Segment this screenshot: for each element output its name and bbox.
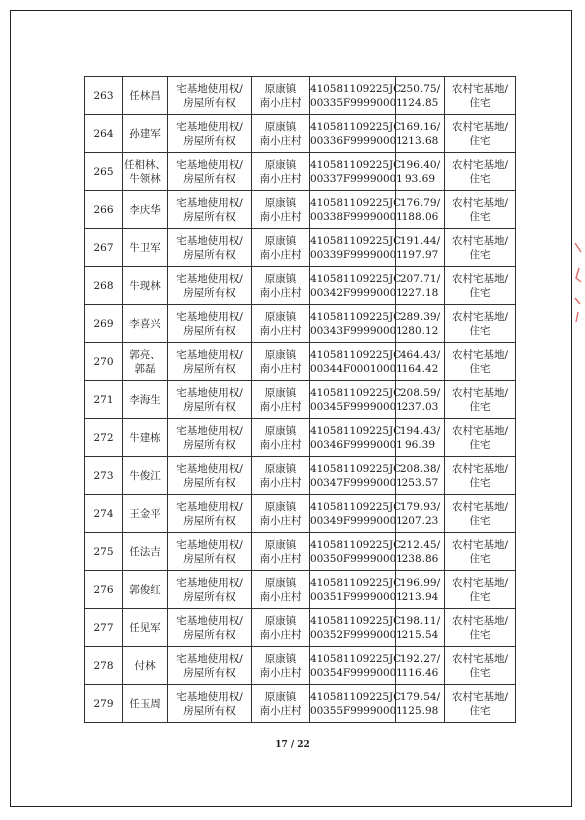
owner-name: 李喜兴 bbox=[129, 317, 161, 330]
usage-type-cell bbox=[445, 191, 516, 229]
area-values: 289.39/ 280.12 bbox=[399, 310, 441, 337]
owner-name-cell bbox=[123, 571, 168, 609]
usage-type: 农村宅基地/ 住宅 bbox=[451, 386, 509, 413]
unit-code-cell bbox=[310, 609, 403, 647]
usage-type-cell bbox=[445, 495, 516, 533]
area-values: 464.43/ 164.42 bbox=[399, 348, 441, 375]
owner-name-cell bbox=[123, 153, 168, 191]
row-number: 264 bbox=[93, 127, 114, 140]
area-values-cell bbox=[396, 153, 445, 191]
owner-name-cell bbox=[123, 77, 168, 115]
owner-name-cell bbox=[123, 685, 168, 723]
location-cell bbox=[252, 115, 310, 153]
owner-name-cell bbox=[123, 229, 168, 267]
unit-code-cell bbox=[310, 191, 403, 229]
unit-code: 410581109225JC 00351F99990001 bbox=[310, 576, 403, 603]
right-type: 宅基地使用权/ 房屋所有权 bbox=[176, 348, 243, 375]
location-cell bbox=[252, 267, 310, 305]
table-row bbox=[85, 77, 516, 115]
row-number-cell bbox=[85, 419, 123, 457]
row-number-cell bbox=[85, 305, 123, 343]
owner-name-cell bbox=[123, 381, 168, 419]
unit-code: 410581109225JC 00339F99990001 bbox=[310, 234, 403, 261]
unit-code-cell bbox=[310, 495, 403, 533]
usage-type: 农村宅基地/ 住宅 bbox=[451, 310, 509, 337]
usage-type-cell bbox=[445, 153, 516, 191]
right-type-cell bbox=[168, 267, 252, 305]
table-row bbox=[85, 229, 516, 267]
owner-name: 牛俊江 bbox=[129, 469, 161, 482]
area-values-cell bbox=[396, 419, 445, 457]
usage-type: 农村宅基地/ 住宅 bbox=[451, 690, 509, 717]
row-number-cell bbox=[85, 647, 123, 685]
right-type: 宅基地使用权/ 房屋所有权 bbox=[176, 500, 243, 527]
area-values: 208.59/ 237.03 bbox=[399, 386, 441, 413]
owner-name: 王金平 bbox=[129, 507, 161, 520]
area-values: 198.11/ 215.54 bbox=[399, 614, 441, 641]
area-values: 192.27/ 116.46 bbox=[399, 652, 441, 679]
stamp-edge-mark bbox=[573, 238, 583, 328]
area-values-cell bbox=[396, 267, 445, 305]
table-row bbox=[85, 419, 516, 457]
row-number-cell bbox=[85, 495, 123, 533]
location: 原康镇 南小庄村 bbox=[259, 272, 302, 299]
owner-name-cell bbox=[123, 267, 168, 305]
usage-type: 农村宅基地/ 住宅 bbox=[451, 614, 509, 641]
usage-type-cell bbox=[445, 343, 516, 381]
owner-name: 郭俊红 bbox=[129, 583, 161, 596]
owner-name: 牛建栋 bbox=[129, 431, 161, 444]
area-values: 194.43/ 96.39 bbox=[399, 424, 441, 451]
location: 原康镇 南小庄村 bbox=[259, 234, 302, 261]
right-type-cell bbox=[168, 305, 252, 343]
location-cell bbox=[252, 229, 310, 267]
right-type: 宅基地使用权/ 房屋所有权 bbox=[176, 614, 243, 641]
right-type: 宅基地使用权/ 房屋所有权 bbox=[176, 652, 243, 679]
usage-type: 农村宅基地/ 住宅 bbox=[451, 348, 509, 375]
usage-type-cell bbox=[445, 457, 516, 495]
usage-type-cell bbox=[445, 647, 516, 685]
usage-type-cell bbox=[445, 685, 516, 723]
area-values: 250.75/ 124.85 bbox=[399, 82, 441, 109]
table-row bbox=[85, 381, 516, 419]
unit-code-cell bbox=[310, 305, 403, 343]
area-values-cell bbox=[396, 343, 445, 381]
row-number-cell bbox=[85, 381, 123, 419]
row-number: 268 bbox=[93, 279, 114, 292]
row-number-cell bbox=[85, 267, 123, 305]
location: 原康镇 南小庄村 bbox=[259, 196, 302, 223]
unit-code-cell bbox=[310, 381, 403, 419]
right-type: 宅基地使用权/ 房屋所有权 bbox=[176, 196, 243, 223]
right-type: 宅基地使用权/ 房屋所有权 bbox=[176, 82, 243, 109]
unit-code: 410581109225JC 00347F99990001 bbox=[310, 462, 403, 489]
page-number: 17 / 22 bbox=[275, 740, 310, 750]
unit-code: 410581109225JC 00355F99990001 bbox=[310, 690, 403, 717]
right-type: 宅基地使用权/ 房屋所有权 bbox=[176, 310, 243, 337]
owner-name: 李庆华 bbox=[129, 203, 161, 216]
row-number: 279 bbox=[93, 697, 114, 710]
row-number-cell bbox=[85, 685, 123, 723]
unit-code-cell bbox=[310, 115, 403, 153]
usage-type-cell bbox=[445, 305, 516, 343]
location: 原康镇 南小庄村 bbox=[259, 500, 302, 527]
right-type: 宅基地使用权/ 房屋所有权 bbox=[176, 690, 243, 717]
table-row bbox=[85, 647, 516, 685]
unit-code-cell bbox=[310, 685, 403, 723]
table-row bbox=[85, 609, 516, 647]
unit-code: 410581109225JC 00336F99990001 bbox=[310, 120, 403, 147]
usage-type-cell bbox=[445, 609, 516, 647]
table-row bbox=[85, 343, 516, 381]
area-values: 179.54/ 125.98 bbox=[399, 690, 441, 717]
unit-code: 410581109225JC 00346F99990001 bbox=[310, 424, 403, 451]
row-number-cell bbox=[85, 153, 123, 191]
area-values: 196.99/ 213.94 bbox=[399, 576, 441, 603]
right-type-cell bbox=[168, 571, 252, 609]
usage-type-cell bbox=[445, 381, 516, 419]
owner-name-cell bbox=[123, 191, 168, 229]
owner-name-cell bbox=[123, 115, 168, 153]
location-cell bbox=[252, 609, 310, 647]
row-number-cell bbox=[85, 343, 123, 381]
owner-name: 牛卫军 bbox=[129, 241, 161, 254]
table-row bbox=[85, 495, 516, 533]
row-number: 277 bbox=[93, 621, 114, 634]
unit-code: 410581109225JC 00345F99990001 bbox=[310, 386, 403, 413]
owner-name-cell bbox=[123, 609, 168, 647]
location: 原康镇 南小庄村 bbox=[259, 576, 302, 603]
area-values: 207.71/ 227.18 bbox=[399, 272, 441, 299]
owner-name-cell bbox=[123, 305, 168, 343]
row-number: 267 bbox=[93, 241, 114, 254]
right-type-cell bbox=[168, 533, 252, 571]
usage-type: 农村宅基地/ 住宅 bbox=[451, 652, 509, 679]
table-row bbox=[85, 191, 516, 229]
location: 原康镇 南小庄村 bbox=[259, 158, 302, 185]
location-cell bbox=[252, 457, 310, 495]
table-row bbox=[85, 305, 516, 343]
area-values-cell bbox=[396, 685, 445, 723]
usage-type: 农村宅基地/ 住宅 bbox=[451, 120, 509, 147]
location-cell bbox=[252, 381, 310, 419]
location: 原康镇 南小庄村 bbox=[259, 538, 302, 565]
owner-name: 任见军 bbox=[129, 621, 161, 634]
right-type-cell bbox=[168, 609, 252, 647]
location: 原康镇 南小庄村 bbox=[259, 424, 302, 451]
location-cell bbox=[252, 495, 310, 533]
unit-code: 410581109225JC 00337F99990001 bbox=[310, 158, 403, 185]
owner-name-cell bbox=[123, 343, 168, 381]
right-type-cell bbox=[168, 419, 252, 457]
location: 原康镇 南小庄村 bbox=[259, 386, 302, 413]
table-row bbox=[85, 457, 516, 495]
usage-type: 农村宅基地/ 住宅 bbox=[451, 82, 509, 109]
area-values: 212.45/ 238.86 bbox=[399, 538, 441, 565]
row-number: 271 bbox=[93, 393, 114, 406]
area-values: 169.16/ 213.68 bbox=[399, 120, 441, 147]
usage-type-cell bbox=[445, 229, 516, 267]
location: 原康镇 南小庄村 bbox=[259, 462, 302, 489]
location-cell bbox=[252, 343, 310, 381]
right-type-cell bbox=[168, 495, 252, 533]
area-values-cell bbox=[396, 609, 445, 647]
usage-type: 农村宅基地/ 住宅 bbox=[451, 576, 509, 603]
row-number-cell bbox=[85, 115, 123, 153]
owner-name: 郭亮、 郭磊 bbox=[129, 348, 161, 375]
area-values: 208.38/ 253.57 bbox=[399, 462, 441, 489]
area-values-cell bbox=[396, 457, 445, 495]
table-row bbox=[85, 533, 516, 571]
owner-name-cell bbox=[123, 457, 168, 495]
right-type-cell bbox=[168, 191, 252, 229]
usage-type: 农村宅基地/ 住宅 bbox=[451, 234, 509, 261]
area-values-cell bbox=[396, 533, 445, 571]
unit-code-cell bbox=[310, 77, 403, 115]
owner-name-cell bbox=[123, 495, 168, 533]
usage-type: 农村宅基地/ 住宅 bbox=[451, 158, 509, 185]
right-type-cell bbox=[168, 343, 252, 381]
row-number: 270 bbox=[93, 355, 114, 368]
right-type-cell bbox=[168, 115, 252, 153]
area-values-cell bbox=[396, 229, 445, 267]
row-number: 269 bbox=[93, 317, 114, 330]
row-number: 274 bbox=[93, 507, 114, 520]
table-row bbox=[85, 267, 516, 305]
unit-code-cell bbox=[310, 153, 403, 191]
right-type: 宅基地使用权/ 房屋所有权 bbox=[176, 158, 243, 185]
usage-type: 农村宅基地/ 住宅 bbox=[451, 538, 509, 565]
unit-code: 410581109225JC 00335F99990001 bbox=[310, 82, 403, 109]
area-values-cell bbox=[396, 77, 445, 115]
owner-name-cell bbox=[123, 419, 168, 457]
unit-code-cell bbox=[310, 571, 403, 609]
location-cell bbox=[252, 305, 310, 343]
location: 原康镇 南小庄村 bbox=[259, 348, 302, 375]
row-number-cell bbox=[85, 533, 123, 571]
unit-code-cell bbox=[310, 457, 403, 495]
owner-name: 李海生 bbox=[129, 393, 161, 406]
owner-name-cell bbox=[123, 533, 168, 571]
location: 原康镇 南小庄村 bbox=[259, 310, 302, 337]
right-type: 宅基地使用权/ 房屋所有权 bbox=[176, 576, 243, 603]
right-type: 宅基地使用权/ 房屋所有权 bbox=[176, 272, 243, 299]
area-values-cell bbox=[396, 305, 445, 343]
owner-name: 任玉周 bbox=[129, 697, 161, 710]
location-cell bbox=[252, 419, 310, 457]
row-number-cell bbox=[85, 191, 123, 229]
location: 原康镇 南小庄村 bbox=[259, 614, 302, 641]
row-number-cell bbox=[85, 571, 123, 609]
row-number: 273 bbox=[93, 469, 114, 482]
right-type: 宅基地使用权/ 房屋所有权 bbox=[176, 234, 243, 261]
unit-code-cell bbox=[310, 647, 403, 685]
row-number: 266 bbox=[93, 203, 114, 216]
right-type: 宅基地使用权/ 房屋所有权 bbox=[176, 424, 243, 451]
row-number-cell bbox=[85, 609, 123, 647]
area-values: 191.44/ 197.97 bbox=[399, 234, 441, 261]
usage-type-cell bbox=[445, 533, 516, 571]
right-type: 宅基地使用权/ 房屋所有权 bbox=[176, 386, 243, 413]
right-type-cell bbox=[168, 457, 252, 495]
usage-type: 农村宅基地/ 住宅 bbox=[451, 424, 509, 451]
area-values-cell bbox=[396, 647, 445, 685]
right-type-cell bbox=[168, 77, 252, 115]
unit-code-cell bbox=[310, 419, 403, 457]
location: 原康镇 南小庄村 bbox=[259, 690, 302, 717]
table-row bbox=[85, 153, 516, 191]
location: 原康镇 南小庄村 bbox=[259, 82, 302, 109]
right-type-cell bbox=[168, 229, 252, 267]
location-cell bbox=[252, 77, 310, 115]
usage-type-cell bbox=[445, 419, 516, 457]
usage-type-cell bbox=[445, 115, 516, 153]
usage-type-cell bbox=[445, 571, 516, 609]
row-number: 275 bbox=[93, 545, 114, 558]
area-values: 179.93/ 207.23 bbox=[399, 500, 441, 527]
usage-type: 农村宅基地/ 住宅 bbox=[451, 462, 509, 489]
location: 原康镇 南小庄村 bbox=[259, 120, 302, 147]
unit-code: 410581109225JC 00343F99990001 bbox=[310, 310, 403, 337]
unit-code-cell bbox=[310, 267, 403, 305]
unit-code: 410581109225JC 00344F00010001 bbox=[310, 348, 403, 375]
unit-code-cell bbox=[310, 229, 403, 267]
table-row bbox=[85, 571, 516, 609]
location-cell bbox=[252, 647, 310, 685]
row-number-cell bbox=[85, 77, 123, 115]
table-row bbox=[85, 115, 516, 153]
right-type: 宅基地使用权/ 房屋所有权 bbox=[176, 462, 243, 489]
right-type-cell bbox=[168, 381, 252, 419]
owner-name-cell bbox=[123, 647, 168, 685]
area-values: 176.79/ 188.06 bbox=[399, 196, 441, 223]
right-type: 宅基地使用权/ 房屋所有权 bbox=[176, 120, 243, 147]
location: 原康镇 南小庄村 bbox=[259, 652, 302, 679]
registration-table bbox=[84, 76, 516, 723]
location-cell bbox=[252, 191, 310, 229]
row-number: 263 bbox=[93, 89, 114, 102]
location-cell bbox=[252, 685, 310, 723]
unit-code: 410581109225JC 00352F99990001 bbox=[310, 614, 403, 641]
owner-name: 牛现林 bbox=[129, 279, 161, 292]
unit-code: 410581109225JC 00338F99990001 bbox=[310, 196, 403, 223]
table-row bbox=[85, 685, 516, 723]
area-values-cell bbox=[396, 571, 445, 609]
unit-code-cell bbox=[310, 343, 403, 381]
usage-type: 农村宅基地/ 住宅 bbox=[451, 272, 509, 299]
usage-type: 农村宅基地/ 住宅 bbox=[451, 196, 509, 223]
owner-name: 任法吉 bbox=[129, 545, 161, 558]
usage-type-cell bbox=[445, 267, 516, 305]
unit-code-cell bbox=[310, 533, 403, 571]
right-type-cell bbox=[168, 647, 252, 685]
row-number: 276 bbox=[93, 583, 114, 596]
area-values-cell bbox=[396, 115, 445, 153]
row-number-cell bbox=[85, 457, 123, 495]
row-number: 265 bbox=[93, 165, 114, 178]
usage-type-cell bbox=[445, 77, 516, 115]
right-type: 宅基地使用权/ 房屋所有权 bbox=[176, 538, 243, 565]
unit-code: 410581109225JC 00349F99990001 bbox=[310, 500, 403, 527]
unit-code: 410581109225JC 00354F99990001 bbox=[310, 652, 403, 679]
owner-name: 孙建军 bbox=[129, 127, 161, 140]
area-values: 196.40/ 93.69 bbox=[399, 158, 441, 185]
right-type-cell bbox=[168, 153, 252, 191]
right-type-cell bbox=[168, 685, 252, 723]
row-number: 278 bbox=[93, 659, 114, 672]
owner-name: 任林昌 bbox=[129, 89, 161, 102]
owner-name: 任相林、 牛领林 bbox=[124, 158, 166, 185]
area-values-cell bbox=[396, 191, 445, 229]
location-cell bbox=[252, 571, 310, 609]
row-number: 272 bbox=[93, 431, 114, 444]
location-cell bbox=[252, 533, 310, 571]
location-cell bbox=[252, 153, 310, 191]
row-number-cell bbox=[85, 229, 123, 267]
area-values-cell bbox=[396, 495, 445, 533]
usage-type: 农村宅基地/ 住宅 bbox=[451, 500, 509, 527]
unit-code: 410581109225JC 00350F99990001 bbox=[310, 538, 403, 565]
unit-code: 410581109225JC 00342F99990001 bbox=[310, 272, 403, 299]
owner-name: 付林 bbox=[134, 659, 156, 672]
area-values-cell bbox=[396, 381, 445, 419]
